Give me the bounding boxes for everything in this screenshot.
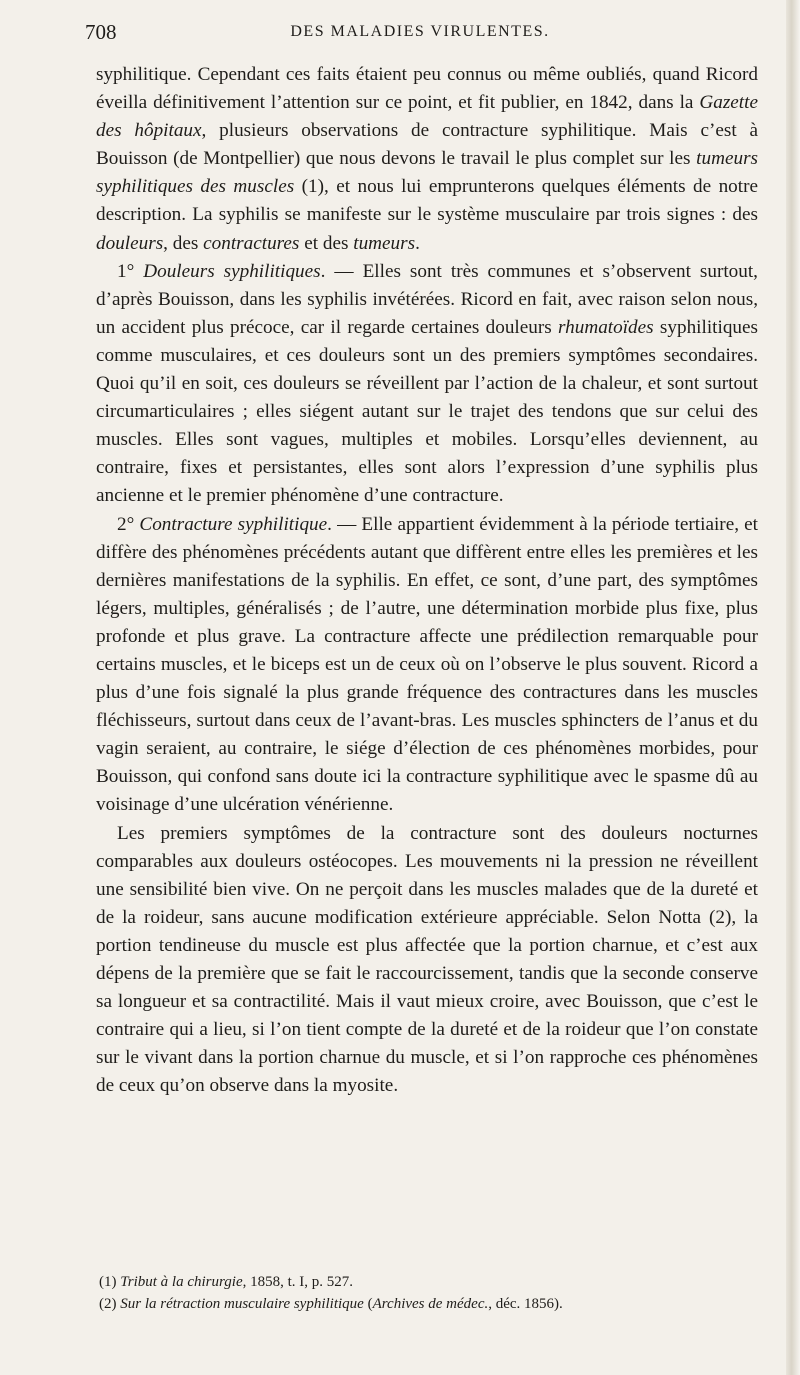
text-run: syphilitique. Cependant ces faits étaient peu connus ou même oubliés, quand Ricord éveilla définitivement l’attention sur ce point, et fit publier, en 1842, dans la — [96, 64, 758, 114]
italic-text: douleurs — [96, 232, 164, 254]
footnote — [99, 1293, 759, 1315]
text-run: , 1858, t. I, p. 527. — [242, 1274, 354, 1290]
italic-text: tumeurs — [353, 232, 416, 254]
paragraph — [96, 820, 758, 1101]
paragraph — [96, 258, 758, 511]
text-run: et des — [299, 232, 354, 254]
footnotes — [99, 1271, 759, 1315]
italic-text: rhumatoïdes — [558, 316, 654, 338]
text-run: , déc. 1856). — [488, 1296, 563, 1312]
text-run: (1) — [99, 1274, 121, 1290]
text-run: 1° — [117, 260, 144, 282]
italic-text: tumeurs syphilitiques des muscles — [96, 148, 758, 198]
text-run: . — [415, 232, 420, 254]
italic-text: Gazette des hôpitaux — [96, 92, 758, 142]
text-run: (2) — [99, 1296, 121, 1312]
text-run: . — Elle appartient évidemment à la période tertiaire, et diffère des phénomènes précédents autant que diffèrent entre elles les premières et les dernières manifestations de la syphilis. En effet, ce sont, d’une part, des symptômes légers, multiples, généralisés ; de l’autre, une détermination morbide plus fixe, plus profonde et plus grave. La contracture affecte une prédilection remarquable pour certains muscles, et le biceps est un de ceux où on l’observe le plus souvent. Ricord a plus d’une fois signalé la plus grande fréquence des contractures dans les muscles fléchisseurs, surtout dans ceux de l’avant-bras. Les muscles sphincters de l’anus et du vagin seraient, au contraire, le siége d’élection de ces phénomènes morbides, pour Bouisson, qui confond sans doute ici la contracture syphilitique avec le spasme dû au voisinage d’une ulcération vénérienne. — [96, 513, 758, 816]
running-title: DES MALADIES VIRULENTES. — [290, 23, 550, 40]
text-run: . — Elles sont très communes et s’observent surtout, d’après Bouisson, dans les syphilis invétérées. Ricord en fait, avec raison selon nous, un accident plus précoce, car il regarde certaines douleurs — [96, 260, 758, 338]
text-run: (1), et nous lui emprunterons quelques éléments de notre description. La syphilis se manifeste sur le système musculaire par trois signes : des — [96, 176, 758, 226]
footnote — [99, 1271, 759, 1293]
paragraph — [96, 511, 758, 820]
italic-text: Contracture syphilitique — [139, 513, 328, 535]
paragraph — [96, 61, 758, 258]
text-run: Les premiers symptômes de la contracture sont des douleurs nocturnes comparables aux douleurs ostéocopes. Les mouvements ni la pression ne réveillent une sensibilité bien vive. On ne perçoit dans les muscles malades que de la dureté et de la roideur, sans aucune modification extérieure appréciable. Selon Notta (2), la portion tendineuse du muscle est plus affectée que la portion charnue, et c’est aux dépens de la première que se fait le raccourcissement, tandis que la seconde conserve sa longueur et sa contractilité. Mais il vaut mieux croire, avec Bouisson, que c’est le contraire qui a lieu, si l’on tient compte de la dureté et de la roideur que l’on constate sur le vivant dans la portion charnue du muscle, et si l’on rapproche ces phénomènes de ceux qu’on observe dans la myosite. — [96, 822, 758, 1097]
body-text — [96, 61, 758, 1100]
text-run: , plusieurs observations de contracture syphilitique. Mais c’est à Bouisson (de Montpellier) que nous devons le travail le plus complet sur les — [96, 120, 758, 170]
page-header — [85, 20, 755, 50]
page-number: 708 — [85, 20, 117, 44]
italic-text: contractures — [203, 232, 300, 254]
italic-text: Tribut à la chirurgie — [120, 1274, 243, 1290]
text-run: , des — [163, 232, 204, 254]
italic-text: Douleurs syphilitiques — [143, 260, 321, 282]
italic-text: Archives de médec. — [372, 1296, 489, 1312]
text-run: syphilitiques comme musculaires, et ces douleurs sont un des premiers symptômes secondaires. Quoi qu’il en soit, ces douleurs se réveillent par l’action de la chaleur, et sont surtout circumarticulaires ; elles siégent autant sur le trajet des tendons que sur celui des muscles. Elles sont vagues, multiples et mobiles. Lorsqu’elles deviennent, au contraire, fixes et persistantes, elles sont alors l’expression d’une syphilis plus ancienne et le premier phénomène d’une contracture. — [96, 316, 758, 507]
text-run: 2° — [117, 513, 140, 535]
text-run: ( — [363, 1296, 373, 1312]
page-edge — [786, 0, 800, 1375]
italic-text: Sur la rétraction musculaire syphilitique — [120, 1296, 364, 1312]
